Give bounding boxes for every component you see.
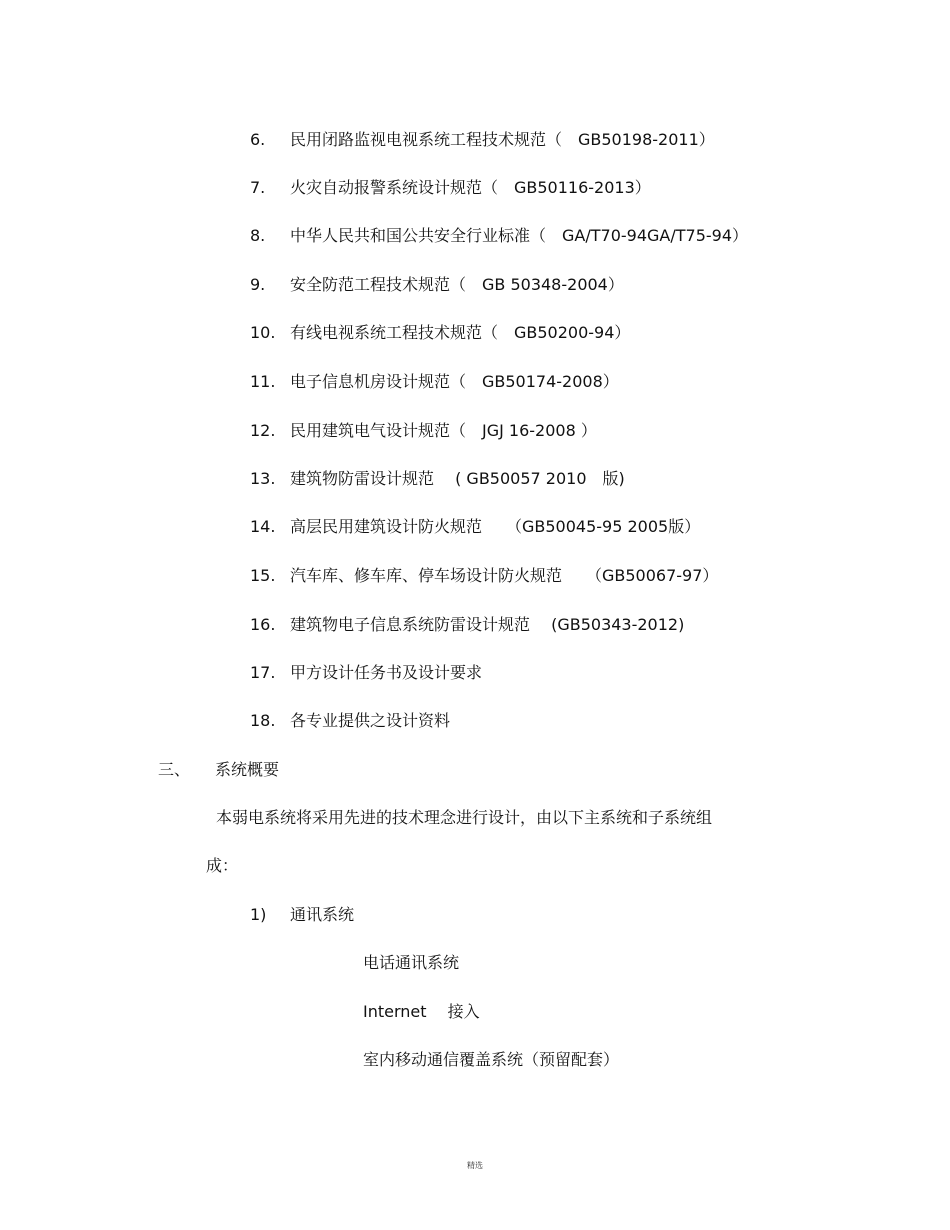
section-heading [158, 757, 279, 783]
section-number: 三、 [158, 760, 191, 779]
reference-item [250, 223, 748, 249]
subsystem-entry: 电话通讯系统 [363, 953, 460, 972]
reference-number: 12. [250, 421, 276, 440]
reference-text: 火灾自动报警系统设计规范（ GB50116-2013） [290, 178, 651, 197]
reference-number: 18. [250, 711, 276, 730]
reference-text: 中华人民共和国公共安全行业标准（ GA/T70-94GA/T75-94） [290, 226, 749, 245]
reference-number: 15. [250, 566, 276, 585]
subsystem-number: 1) [250, 905, 267, 924]
reference-number: 13. [250, 469, 276, 488]
reference-text: 高层民用建筑设计防火规范 （GB50045-95 2005版） [290, 517, 701, 536]
reference-item [250, 612, 684, 638]
reference-text: 民用闭路监视电视系统工程技术规范（ GB50198-2011） [290, 130, 715, 149]
reference-number: 14. [250, 517, 276, 536]
reference-number: 16. [250, 615, 276, 634]
reference-item [250, 369, 619, 395]
reference-number: 11. [250, 372, 276, 391]
subsystem-entry: 室内移动通信覆盖系统（预留配套） [363, 1050, 620, 1069]
reference-item [250, 320, 630, 346]
reference-item [250, 175, 651, 201]
reference-item [250, 272, 624, 298]
reference-text: 安全防范工程技术规范（ GB 50348-2004） [290, 275, 624, 294]
reference-number: 7. [250, 178, 266, 197]
subsystem-title: 通讯系统 [290, 905, 355, 924]
reference-number: 17. [250, 663, 276, 682]
reference-item [250, 466, 625, 492]
reference-text: 甲方设计任务书及设计要求 [290, 663, 483, 682]
reference-item [250, 708, 450, 734]
section-title: 系统概要 [215, 760, 280, 779]
reference-text: 民用建筑电气设计规范（ JGJ 16-2008 ） [290, 421, 597, 440]
reference-text: 建筑物电子信息系统防雷设计规范 (GB50343-2012) [290, 615, 685, 634]
reference-text: 电子信息机房设计规范（ GB50174-2008） [290, 372, 619, 391]
reference-text: 各专业提供之设计资料 [290, 711, 451, 730]
reference-text: 建筑物防雷设计规范 ( GB50057 2010 版) [290, 469, 625, 488]
reference-item [250, 418, 597, 444]
reference-item [250, 563, 718, 589]
reference-item [250, 127, 715, 153]
intro-paragraph-line-2: 成： [206, 856, 239, 875]
reference-item [250, 660, 482, 686]
page-footer: 精选 [467, 1161, 483, 1170]
reference-text: 汽车库、修车库、停车场设计防火规范 （GB50067-97） [290, 566, 719, 585]
intro-paragraph-line-1: 本弱电系统将采用先进的技术理念进行设计，由以下主系统和子系统组 [216, 808, 713, 827]
reference-number: 8. [250, 226, 266, 245]
reference-number: 10. [250, 323, 276, 342]
reference-text: 有线电视系统工程技术规范（ GB50200-94） [290, 323, 631, 342]
reference-number: 6. [250, 130, 266, 149]
reference-number: 9. [250, 275, 266, 294]
subsystem-entry: Internet 接入 [363, 1002, 480, 1021]
reference-item [250, 514, 700, 540]
subsystem-item [250, 902, 354, 928]
